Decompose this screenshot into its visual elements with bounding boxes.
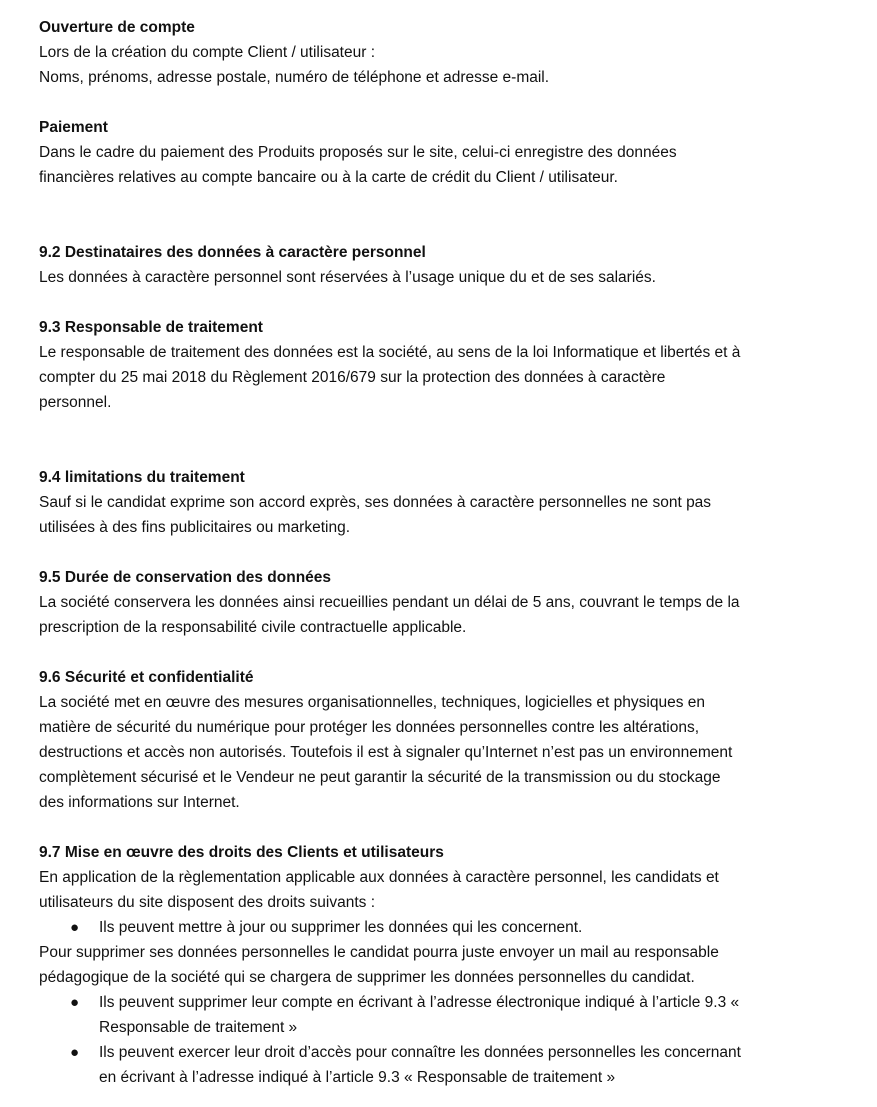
list-item-text: Ils peuvent exercer leur droit d’accès pour connaître les données personnelles les concernant [99,1044,741,1061]
list-item [39,1040,839,1065]
paragraph-line: destructions et accès non autorisés. Toutefois il est à signaler qu’Internet n’est pas un environnement [39,744,733,761]
list-item [39,990,839,1015]
bullet-icon: ● [70,1044,80,1061]
list-item-text: en écrivant à l’adresse indiqué à l’article 9.3 « Responsable de traitement » [99,1069,616,1086]
list-item-text: Responsable de traitement » [99,1019,298,1036]
paragraph-line: personnel. [39,394,112,411]
bullet-icon: ● [70,919,80,936]
section-heading-9-2: 9.2 Destinataires des données à caractère personnel [39,244,426,261]
section-heading-9-5: 9.5 Durée de conservation des données [39,569,332,586]
paragraph-line: La société met en œuvre des mesures organisationnelles, techniques, logicielles et physiques en [39,694,706,711]
paragraph-line: des informations sur Internet. [39,794,240,811]
section-heading-9-3: 9.3 Responsable de traitement [39,319,263,336]
section-heading-9-6: 9.6 Sécurité et confidentialité [39,669,254,686]
paragraph-line: prescription de la responsabilité civile contractuelle applicable. [39,619,467,636]
paragraph-line: utilisateurs du site disposent des droits suivants : [39,894,376,911]
list-item-text: Ils peuvent mettre à jour ou supprimer les données qui les concernent. [99,919,583,936]
paragraph-line: utilisées à des fins publicitaires ou marketing. [39,519,351,536]
paragraph-line: Pour supprimer ses données personnelles le candidat pourra juste envoyer un mail au responsable [39,944,719,961]
paragraph-line: Noms, prénoms, adresse postale, numéro de téléphone et adresse e-mail. [39,69,550,86]
paragraph-line: Sauf si le candidat exprime son accord exprès, ses données à caractère personnelles ne sont pas [39,494,712,511]
paragraph-line: En application de la règlementation applicable aux données à caractère personnel, les candidats et [39,869,719,886]
paragraph-line: La société conservera les données ainsi recueillies pendant un délai de 5 ans, couvrant le temps de la [39,594,740,611]
section-heading-9-4: 9.4 limitations du traitement [39,469,245,486]
paragraph-line: matière de sécurité du numérique pour protéger les données personnelles contre les altérations, [39,719,699,736]
list-item-continuation [39,1015,839,1040]
list-item-text: Ils peuvent supprimer leur compte en écrivant à l’adresse électronique indiqué à l’article 9.3 « [99,994,740,1011]
document-body [39,15,839,1090]
section-heading-ouverture: Ouverture de compte [39,19,195,36]
list-item [39,915,839,940]
paragraph-line: Le responsable de traitement des données est la société, au sens de la loi Informatique et libertés et à [39,344,741,361]
section-heading-paiement: Paiement [39,119,108,136]
paragraph-line: pédagogique de la société qui se chargera de supprimer les données personnelles du candidat. [39,969,695,986]
paragraph-line: complètement sécurisé et le Vendeur ne peut garantir la sécurité de la transmission ou du stockage [39,769,721,786]
section-heading-9-7: 9.7 Mise en œuvre des droits des Clients et utilisateurs [39,844,444,861]
paragraph-line: Lors de la création du compte Client / utilisateur : [39,44,376,61]
paragraph-line: financières relatives au compte bancaire ou à la carte de crédit du Client / utilisateur. [39,169,618,186]
bullet-icon: ● [70,994,80,1011]
list-item-continuation [39,1065,839,1090]
paragraph-line: compter du 25 mai 2018 du Règlement 2016/679 sur la protection des données à caractère [39,369,666,386]
paragraph-line: Les données à caractère personnel sont réservées à l’usage unique du et de ses salariés. [39,269,656,286]
paragraph-line: Dans le cadre du paiement des Produits proposés sur le site, celui-ci enregistre des données [39,144,677,161]
